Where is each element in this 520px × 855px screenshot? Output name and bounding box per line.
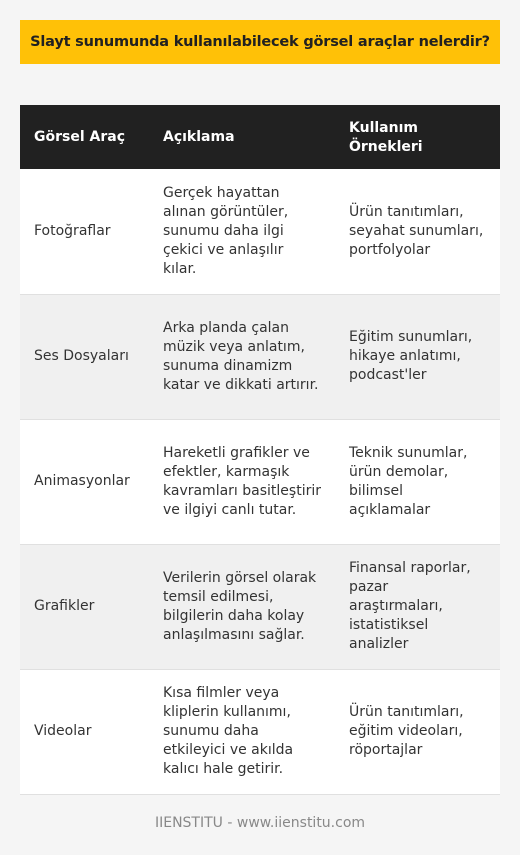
column-header-tool: Görsel Araç: [20, 105, 149, 169]
table-row: [20, 169, 500, 294]
table-row: [20, 419, 500, 544]
table-row: [20, 544, 500, 669]
cell-description: Hareketli grafikler ve efektler, karmaşık kavramları basitleştirir ve ilgiyi canlı tutar.: [163, 444, 321, 518]
cell-tool: Ses Dosyaları: [34, 348, 129, 364]
cell-description: Verilerin görsel olarak temsil edilmesi, bilgilerin daha kolay anlaşılmasını sağlar.: [163, 569, 317, 643]
cell-description: Gerçek hayattan alınan görüntüler, sunumu daha ilgi çekici ve anlaşılır kılar.: [163, 184, 289, 277]
cell-examples: Eğitim sunumları, hikaye anlatımı, podcast'ler: [349, 329, 473, 383]
cell-description: Kısa filmler veya kliplerin kullanımı, sunumu daha etkileyici ve akılda kalıcı hale getirir.: [163, 685, 294, 777]
footer-credit: IIENSTITU - www.iienstitu.com: [154, 815, 366, 831]
cell-tool: Grafikler: [34, 598, 95, 614]
cell-description: Arka planda çalan müzik veya anlatım, sunuma dinamizm katar ve dikkati artırır.: [163, 319, 319, 393]
cell-examples: Finansal raporlar, pazar araştırmaları, istatistiksel analizler: [349, 560, 471, 652]
cell-examples: Teknik sunumlar, ürün demolar, bilimsel açıklamalar: [349, 444, 468, 518]
column-header-description: Açıklama: [149, 105, 335, 169]
cell-examples: Ürün tanıtımları, eğitim videoları, röportajlar: [349, 704, 464, 758]
cell-examples: Ürün tanıtımları, seyahat sunumları, portfolyolar: [349, 203, 484, 258]
table-row: [20, 669, 500, 794]
table-row: [20, 294, 500, 419]
cell-tool: Videolar: [34, 723, 92, 739]
table-header-row: [20, 105, 500, 169]
column-header-examples: Kullanım Örnekleri: [335, 105, 500, 169]
cell-tool: Fotoğraflar: [34, 222, 111, 239]
visual-tools-table: [20, 105, 500, 795]
cell-tool: Animasyonlar: [34, 473, 130, 489]
page-title: Slayt sunumunda kullanılabilecek görsel araçlar nelerdir?: [20, 20, 500, 64]
